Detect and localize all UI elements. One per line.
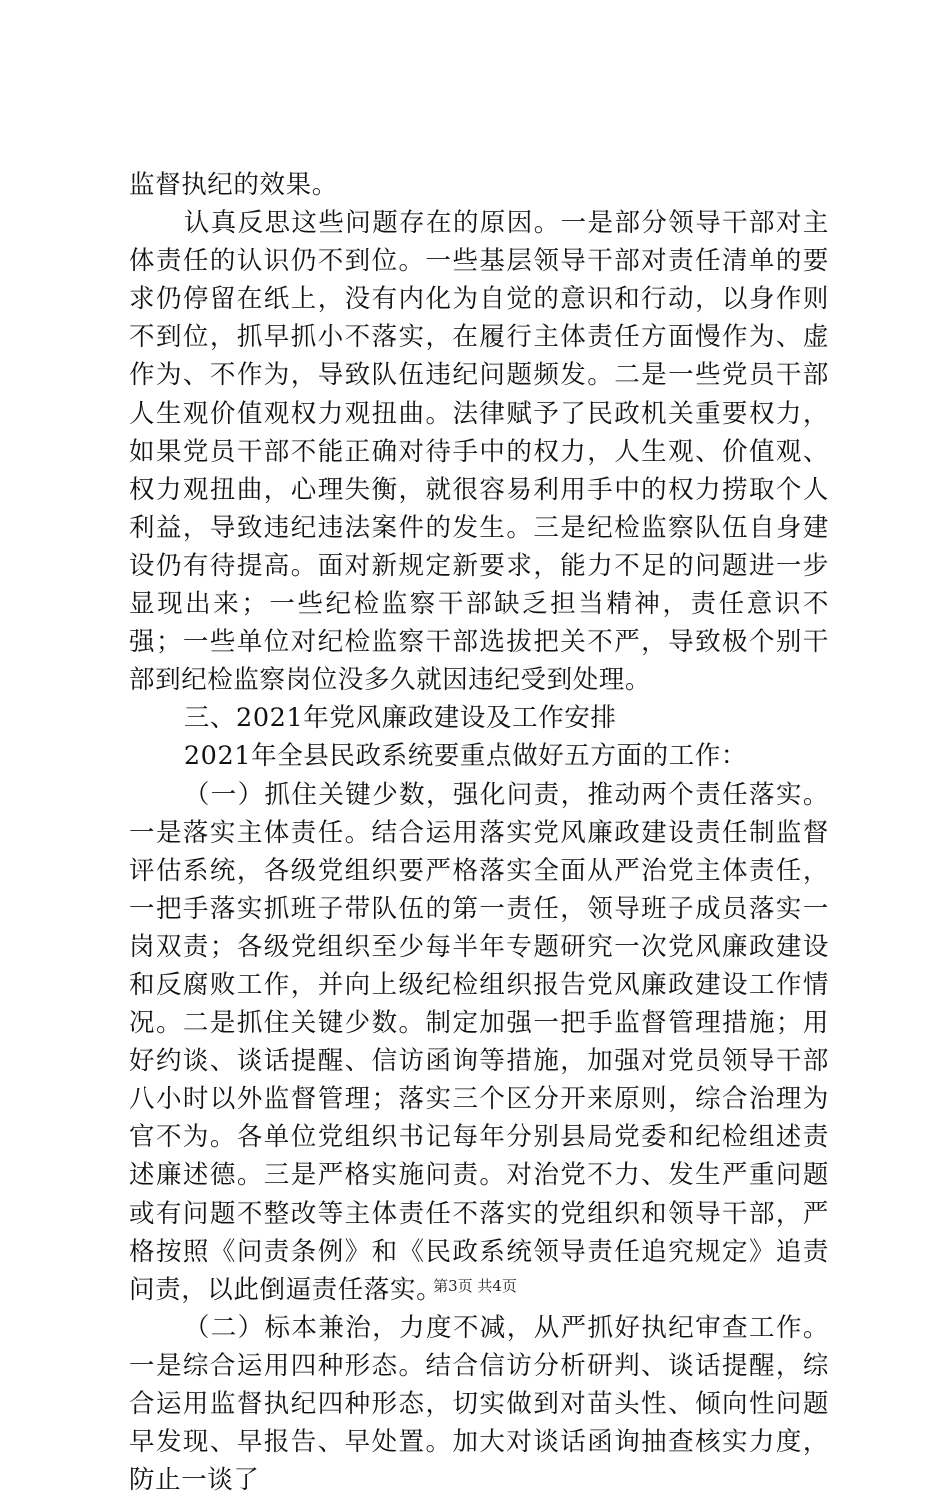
paragraph-five-aspects: 2021年全县民政系统要重点做好五方面的工作： <box>183 741 748 772</box>
page-footer <box>0 1276 950 1296</box>
page-number: 第3页 共4页 <box>433 1277 517 1295</box>
paragraph-reasons: 认真反思这些问题存在的原因。一是部分领导干部对主体责任的认识仍不到位。一些基层领导干部对责任清单的要求仍停留在纸上，没有内化为自觉的意识和行动，以身作则不到位，抓早抓小不落实，在履行主体责任方面慢作为、虚作为、不作为，导致队伍违纪问题频发。二是一些党员干部人生观价值观权力观扭曲。法律赋予了民政机关重要权力，如果党员干部不能正确对待手中的权力，人生观、价值观、权力观扭曲，心理失衡，就很容易利用手中的权力捞取个人利益，导致违纪违法案件的发生。三是纪检监察队伍自身建设仍有待提高。面对新规定新要求，能力不足的问题进一步显现出来；一些纪检监察干部缺乏担当精神，责任意识不强；一些单位对纪检监察干部选拔把关不严，导致极个别干部到纪检监察岗位没多久就因违纪受到处理。 <box>129 208 829 696</box>
document-body <box>129 166 829 1499</box>
paragraph-continuation: 监督执纪的效果。 <box>129 170 338 200</box>
paragraph-item-one: （一）抓住关键少数，强化问责，推动两个责任落实。一是落实主体责任。结合运用落实党风廉政建设责任制监督评估系统，各级党组织要严格落实全面从严治党主体责任，一把手落实抓班子带队伍的第一责任，领导班子成员落实一岗双责；各级党组织至少每半年专题研究一次党风廉政建设和反腐败工作，并向上级纪检组织报告党风廉政建设工作情况。二是抓住关键少数。制定加强一把手监督管理措施；用好约谈、谈话提醒、信访函询等措施，加强对党员领导干部八小时以外监督管理；落实三个区分开来原则，综合治理为官不为。各单位党组织书记每年分别县局党委和纪检组述责述廉述德。三是严格实施问责。对治党不力、发生严重问题或有问题不整改等主体责任不落实的党组织和领导干部，严格按照《问责条例》和《民政系统领导责任追究规定》追责问责，以此倒逼责任落实。 <box>129 779 829 1305</box>
paragraph-item-two: （二）标本兼治，力度不减，从严抓好执纪审查工作。一是综合运用四种形态。结合信访分析研判、谈话提醒，综合运用监督执纪四种形态，切实做到对苗头性、倾向性问题早发现、早报告、早处置。加大对谈话函询抽查核实力度，防止一谈了 <box>129 1312 829 1496</box>
section-heading-2021-work: 三、2021年党风廉政建设及工作安排 <box>183 703 617 734</box>
